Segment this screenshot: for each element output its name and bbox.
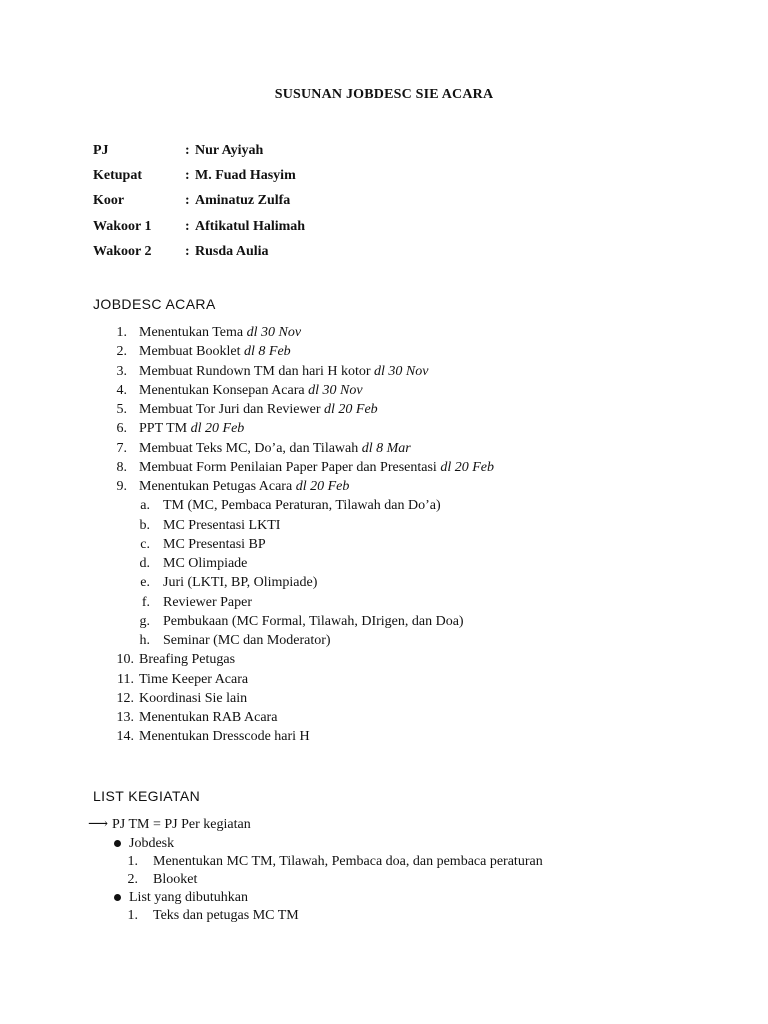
item-text: Menentukan Tema [139, 325, 244, 340]
item-number: 5. [116, 402, 127, 417]
item-text: Time Keeper Acara [139, 672, 249, 687]
item-text: Menentukan RAB Acara [139, 710, 278, 725]
item-number: 11. [117, 672, 134, 687]
item-number: 9. [116, 479, 127, 494]
item-letter: e. [140, 575, 150, 590]
jobdesc-heading: JOBDESC ACARA [93, 296, 216, 312]
item-number: 1. [127, 908, 138, 923]
item-text: Breafing Petugas [139, 652, 236, 667]
info-key: PJ [93, 143, 109, 158]
item-deadline: dl 20 Feb [190, 421, 245, 436]
item-number: 10. [116, 652, 134, 667]
item-text: Teks dan petugas MC TM [153, 908, 299, 923]
item-number: 6. [116, 421, 127, 436]
item-text: Juri (LKTI, BP, Olimpiade) [163, 575, 318, 590]
item-text: Reviewer Paper [163, 595, 253, 610]
info-key: Wakoor 1 [93, 219, 152, 234]
item-text: Koordinasi Sie lain [139, 691, 248, 706]
item-deadline: dl 30 Nov [374, 364, 429, 379]
info-separator: : [185, 193, 190, 208]
item-letter: d. [139, 556, 150, 571]
info-separator: : [185, 244, 190, 259]
item-text: Membuat Tor Juri dan Reviewer [139, 402, 321, 417]
item-deadline: dl 8 Mar [361, 441, 411, 456]
item-deadline: dl 8 Feb [244, 344, 291, 359]
bullet-icon [114, 894, 121, 901]
item-letter: f. [141, 595, 150, 610]
arrow-icon: ⟶ [88, 817, 109, 832]
item-text: Membuat Booklet [139, 344, 241, 359]
bullet-text: Jobdesk [129, 836, 175, 851]
info-key: Ketupat [93, 168, 142, 183]
item-text: Menentukan Petugas Acara [139, 479, 293, 494]
item-deadline: dl 30 Nov [246, 325, 302, 340]
bullet-text: List yang dibutuhkan [129, 890, 248, 905]
info-separator: : [185, 143, 190, 158]
list-kegiatan-heading: LIST KEGIATAN [93, 788, 201, 804]
item-text: MC Presentasi LKTI [163, 518, 281, 533]
item-deadline: dl 20 Feb [324, 402, 378, 417]
info-key: Wakoor 2 [93, 244, 152, 259]
item-number: 1. [127, 854, 138, 869]
item-text: Seminar (MC dan Moderator) [163, 633, 331, 648]
item-deadline: dl 30 Nov [308, 383, 363, 398]
item-number: 7. [116, 441, 127, 456]
item-number: 1. [116, 325, 127, 340]
item-letter: h. [139, 633, 150, 648]
item-deadline: dl 20 Feb [440, 460, 494, 475]
item-text: Menentukan Konsepan Acara [139, 383, 305, 398]
item-text: Membuat Teks MC, Do’a, dan Tilawah [139, 441, 359, 456]
item-text: Menentukan Dresscode hari H [139, 729, 310, 744]
item-number: 12. [116, 691, 134, 706]
item-text: MC Olimpiade [163, 556, 248, 571]
info-value: M. Fuad Hasyim [195, 168, 296, 183]
item-letter: a. [140, 498, 150, 513]
item-text: Menentukan MC TM, Tilawah, Pembaca doa, dan pembaca peraturan [153, 854, 543, 869]
item-number: 4. [116, 383, 127, 398]
item-text: TM (MC, Pembaca Peraturan, Tilawah dan Do’a) [163, 498, 441, 513]
item-number: 14. [116, 729, 134, 744]
item-number: 3. [116, 364, 127, 379]
item-text: MC Presentasi BP [163, 537, 266, 552]
item-letter: b. [139, 518, 150, 533]
item-text: Pembukaan (MC Formal, Tilawah, DIrigen, dan Doa) [163, 614, 464, 629]
item-letter: c. [140, 537, 150, 552]
info-value: Aftikatul Halimah [195, 219, 306, 234]
item-text: PPT TM [139, 421, 188, 436]
info-value: Nur Ayiyah [195, 143, 264, 158]
document-title: SUSUNAN JOBDESC SIE ACARA [274, 87, 494, 102]
info-value: Aminatuz Zulfa [195, 193, 291, 208]
item-number: 8. [116, 460, 127, 475]
item-letter: g. [139, 614, 150, 629]
info-key: Koor [93, 193, 125, 208]
item-text: Blooket [153, 872, 198, 887]
info-separator: : [185, 219, 190, 234]
arrow-text: PJ TM = PJ Per kegiatan [112, 817, 251, 832]
info-separator: : [185, 168, 190, 183]
item-deadline: dl 20 Feb [295, 479, 350, 494]
item-text: Membuat Rundown TM dan hari H kotor [139, 364, 371, 379]
item-number: 2. [127, 872, 138, 887]
bullet-icon [114, 840, 121, 847]
item-number: 2. [116, 344, 127, 359]
item-text: Membuat Form Penilaian Paper Paper dan Presentasi [139, 460, 437, 475]
info-value: Rusda Aulia [195, 244, 269, 259]
item-number: 13. [116, 710, 134, 725]
